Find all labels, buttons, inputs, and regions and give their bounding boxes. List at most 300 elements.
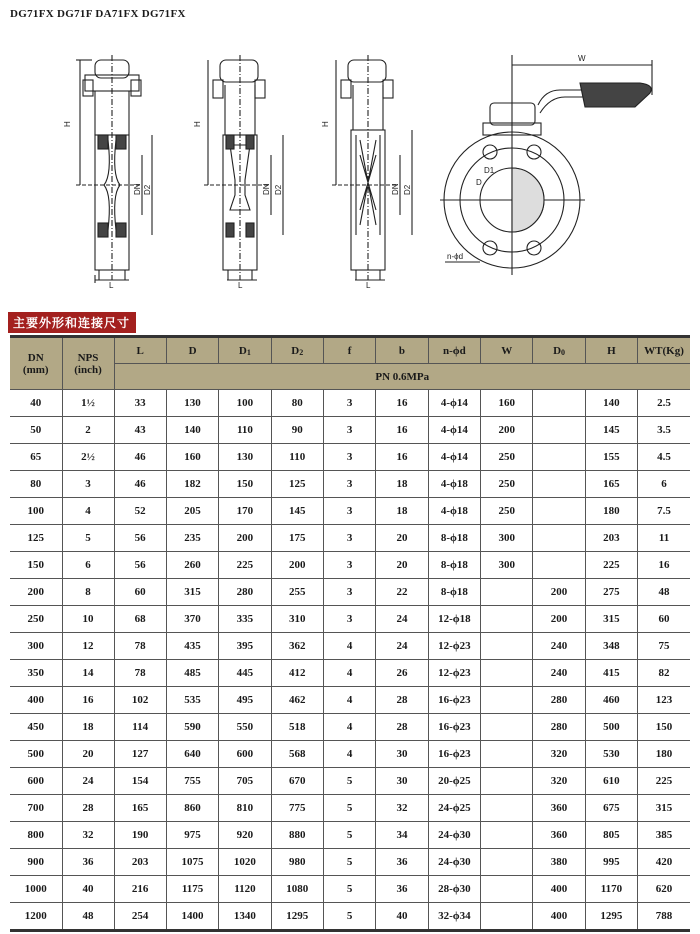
cell-b: 18 <box>376 498 428 525</box>
cell-d0: 400 <box>533 903 585 931</box>
cell-d: 140 <box>166 417 218 444</box>
cell-n-phi-d: 20-ϕ25 <box>428 768 480 795</box>
cell-l: 114 <box>114 714 166 741</box>
cell-w <box>481 660 533 687</box>
table-row <box>10 552 690 579</box>
cell-dn: 200 <box>10 579 62 606</box>
cell-nps: 4 <box>62 498 114 525</box>
dimensions-table <box>10 335 690 932</box>
cell-nps: 32 <box>62 822 114 849</box>
cell-d0: 360 <box>533 795 585 822</box>
cell-dn: 300 <box>10 633 62 660</box>
cell-h: 155 <box>585 444 637 471</box>
header-dn <box>10 337 62 390</box>
cell-h: 165 <box>585 471 637 498</box>
cell-d2: 775 <box>271 795 323 822</box>
cell-nps: 8 <box>62 579 114 606</box>
table-body <box>10 390 690 931</box>
cell-w <box>481 903 533 931</box>
cell-h: 500 <box>585 714 637 741</box>
header-col <box>166 337 218 364</box>
table-row <box>10 525 690 552</box>
cell-wt: 788 <box>638 903 690 931</box>
header-dn-unit: (mm) <box>22 363 49 376</box>
cell-w: 160 <box>481 390 533 417</box>
cell-d1: 1120 <box>219 876 271 903</box>
cell-d1: 550 <box>219 714 271 741</box>
cell-d1: 395 <box>219 633 271 660</box>
cell-d1: 705 <box>219 768 271 795</box>
cell-d: 315 <box>166 579 218 606</box>
cell-n-phi-d: 4-ϕ18 <box>428 471 480 498</box>
label-l-1: L <box>109 281 114 290</box>
cell-dn: 350 <box>10 660 62 687</box>
cell-b: 28 <box>376 687 428 714</box>
cell-d2: 175 <box>271 525 323 552</box>
table-row <box>10 741 690 768</box>
table-header-row <box>10 337 690 364</box>
cell-h: 805 <box>585 822 637 849</box>
cell-d2: 1295 <box>271 903 323 931</box>
cell-d: 435 <box>166 633 218 660</box>
cell-w: 300 <box>481 525 533 552</box>
table-row <box>10 633 690 660</box>
cell-l: 102 <box>114 687 166 714</box>
cell-l: 78 <box>114 633 166 660</box>
cell-nps: 16 <box>62 687 114 714</box>
table-row <box>10 390 690 417</box>
cell-d2: 200 <box>271 552 323 579</box>
cell-f: 4 <box>323 714 375 741</box>
cell-n-phi-d: 12-ϕ23 <box>428 660 480 687</box>
cell-n-phi-d: 8-ϕ18 <box>428 579 480 606</box>
cell-b: 32 <box>376 795 428 822</box>
cell-nps: 5 <box>62 525 114 552</box>
cell-l: 190 <box>114 822 166 849</box>
cell-d0 <box>533 417 585 444</box>
table-row <box>10 849 690 876</box>
cell-dn: 150 <box>10 552 62 579</box>
table-row <box>10 579 690 606</box>
table-row <box>10 687 690 714</box>
cell-l: 203 <box>114 849 166 876</box>
cell-f: 3 <box>323 417 375 444</box>
cell-wt: 2.5 <box>638 390 690 417</box>
cell-dn: 600 <box>10 768 62 795</box>
cell-dn: 100 <box>10 498 62 525</box>
cell-nps: 14 <box>62 660 114 687</box>
header-col-label: D <box>291 344 300 357</box>
cell-h: 1170 <box>585 876 637 903</box>
cell-nps: 6 <box>62 552 114 579</box>
header-col-label: D <box>188 344 197 357</box>
cell-f: 5 <box>323 795 375 822</box>
cell-b: 26 <box>376 660 428 687</box>
table-row <box>10 606 690 633</box>
header-nps <box>62 337 114 390</box>
table-row <box>10 714 690 741</box>
label-w: W <box>578 54 586 63</box>
cell-d: 205 <box>166 498 218 525</box>
header-col-label: f <box>347 344 352 357</box>
cell-h: 460 <box>585 687 637 714</box>
header-col <box>533 337 585 364</box>
cell-d: 755 <box>166 768 218 795</box>
cell-d1: 150 <box>219 471 271 498</box>
cell-dn: 80 <box>10 471 62 498</box>
cell-n-phi-d: 8-ϕ18 <box>428 525 480 552</box>
cell-d2: 125 <box>271 471 323 498</box>
label-d2-1: D2 <box>143 184 152 195</box>
cell-h: 140 <box>585 390 637 417</box>
cell-w <box>481 687 533 714</box>
valve-side-view-3 <box>332 55 412 280</box>
cell-b: 18 <box>376 471 428 498</box>
cell-nps: 12 <box>62 633 114 660</box>
cell-d: 590 <box>166 714 218 741</box>
cell-wt: 3.5 <box>638 417 690 444</box>
cell-l: 60 <box>114 579 166 606</box>
cell-d0 <box>533 390 585 417</box>
cell-f: 4 <box>323 633 375 660</box>
cell-dn: 65 <box>10 444 62 471</box>
header-col <box>271 337 323 364</box>
cell-d1: 170 <box>219 498 271 525</box>
header-col <box>638 337 690 364</box>
cell-b: 24 <box>376 606 428 633</box>
cell-d1: 600 <box>219 741 271 768</box>
header-col <box>114 337 166 364</box>
cell-n-phi-d: 24-ϕ25 <box>428 795 480 822</box>
cell-n-phi-d: 16-ϕ23 <box>428 687 480 714</box>
cell-dn: 500 <box>10 741 62 768</box>
cell-d: 160 <box>166 444 218 471</box>
cell-nps: 36 <box>62 849 114 876</box>
cell-d1: 130 <box>219 444 271 471</box>
cell-h: 315 <box>585 606 637 633</box>
header-nps-unit: (inch) <box>74 363 102 376</box>
cell-l: 46 <box>114 471 166 498</box>
cell-w <box>481 714 533 741</box>
cell-l: 56 <box>114 525 166 552</box>
cell-n-phi-d: 24-ϕ30 <box>428 849 480 876</box>
cell-d: 485 <box>166 660 218 687</box>
cell-l: 154 <box>114 768 166 795</box>
cell-d: 535 <box>166 687 218 714</box>
cell-n-phi-d: 16-ϕ23 <box>428 741 480 768</box>
header-col-label: L <box>136 344 144 357</box>
cell-d2: 980 <box>271 849 323 876</box>
cell-wt: 123 <box>638 687 690 714</box>
cell-d0: 320 <box>533 741 585 768</box>
cell-d: 370 <box>166 606 218 633</box>
cell-wt: 6 <box>638 471 690 498</box>
label-l-3: L <box>366 281 371 290</box>
cell-n-phi-d: 24-ϕ30 <box>428 822 480 849</box>
label-dn-1: DN <box>133 183 142 195</box>
cell-h: 348 <box>585 633 637 660</box>
cell-n-phi-d: 4-ϕ14 <box>428 417 480 444</box>
cell-f: 5 <box>323 876 375 903</box>
cell-w: 250 <box>481 498 533 525</box>
cell-wt: 4.5 <box>638 444 690 471</box>
label-h-2: H <box>193 121 202 127</box>
table-row <box>10 498 690 525</box>
cell-b: 16 <box>376 444 428 471</box>
cell-l: 68 <box>114 606 166 633</box>
cell-d: 975 <box>166 822 218 849</box>
cell-wt: 150 <box>638 714 690 741</box>
cell-d: 1400 <box>166 903 218 931</box>
cell-dn: 50 <box>10 417 62 444</box>
header-col-label: b <box>398 344 406 357</box>
cell-f: 3 <box>323 471 375 498</box>
cell-l: 43 <box>114 417 166 444</box>
cell-b: 16 <box>376 390 428 417</box>
cell-w <box>481 741 533 768</box>
cell-n-phi-d: 4-ϕ18 <box>428 498 480 525</box>
cell-n-phi-d: 16-ϕ23 <box>428 714 480 741</box>
cell-d2: 110 <box>271 444 323 471</box>
cell-d0 <box>533 552 585 579</box>
cell-d0: 280 <box>533 687 585 714</box>
cell-d0: 400 <box>533 876 585 903</box>
cell-b: 20 <box>376 525 428 552</box>
cell-d0: 320 <box>533 768 585 795</box>
cell-nps: 10 <box>62 606 114 633</box>
cell-dn: 900 <box>10 849 62 876</box>
header-nps-label: NPS <box>77 351 99 364</box>
cell-dn: 800 <box>10 822 62 849</box>
table-row <box>10 822 690 849</box>
cell-w <box>481 849 533 876</box>
header-col-label: WT(Kg) <box>644 344 684 357</box>
cell-d1: 495 <box>219 687 271 714</box>
header-col-subscript: 1 <box>246 347 251 357</box>
cell-d2: 1080 <box>271 876 323 903</box>
cell-w <box>481 633 533 660</box>
cell-d1: 1340 <box>219 903 271 931</box>
cell-w <box>481 876 533 903</box>
cell-nps: 3 <box>62 471 114 498</box>
table-row <box>10 417 690 444</box>
cell-nps: 2 <box>62 417 114 444</box>
cell-l: 254 <box>114 903 166 931</box>
header-col <box>585 337 637 364</box>
cell-d1: 445 <box>219 660 271 687</box>
header-col <box>428 337 480 364</box>
cell-h: 225 <box>585 552 637 579</box>
table-row <box>10 768 690 795</box>
cell-b: 36 <box>376 876 428 903</box>
header-col <box>323 337 375 364</box>
cell-wt: 7.5 <box>638 498 690 525</box>
cell-l: 127 <box>114 741 166 768</box>
cell-dn: 1200 <box>10 903 62 931</box>
cell-wt: 48 <box>638 579 690 606</box>
cell-h: 180 <box>585 498 637 525</box>
cell-b: 40 <box>376 903 428 931</box>
cell-w <box>481 579 533 606</box>
table-row <box>10 903 690 931</box>
cell-d0: 360 <box>533 822 585 849</box>
cell-l: 165 <box>114 795 166 822</box>
cell-wt: 82 <box>638 660 690 687</box>
cell-h: 675 <box>585 795 637 822</box>
cell-f: 3 <box>323 498 375 525</box>
cell-f: 3 <box>323 579 375 606</box>
cell-d1: 920 <box>219 822 271 849</box>
cell-f: 3 <box>323 552 375 579</box>
cell-d2: 255 <box>271 579 323 606</box>
label-l-2: L <box>238 281 243 290</box>
cell-d2: 362 <box>271 633 323 660</box>
cell-wt: 225 <box>638 768 690 795</box>
cell-n-phi-d: 12-ϕ23 <box>428 633 480 660</box>
cell-d: 260 <box>166 552 218 579</box>
table-row <box>10 876 690 903</box>
model-numbers: DG71FX DG71F DA71FX DG71FX <box>10 8 186 20</box>
cell-wt: 180 <box>638 741 690 768</box>
cell-d: 1175 <box>166 876 218 903</box>
header-col <box>219 337 271 364</box>
cell-d0: 200 <box>533 606 585 633</box>
table-row <box>10 444 690 471</box>
cell-d0 <box>533 444 585 471</box>
cell-l: 216 <box>114 876 166 903</box>
cell-h: 275 <box>585 579 637 606</box>
cell-wt: 385 <box>638 822 690 849</box>
valve-side-view-1 <box>76 55 152 283</box>
cell-d0: 240 <box>533 633 585 660</box>
cell-h: 203 <box>585 525 637 552</box>
cell-w: 250 <box>481 444 533 471</box>
header-dn-label: DN <box>27 351 44 364</box>
table-row <box>10 660 690 687</box>
cell-w <box>481 822 533 849</box>
cell-f: 5 <box>323 903 375 931</box>
cell-nps: 48 <box>62 903 114 931</box>
cell-d1: 110 <box>219 417 271 444</box>
cell-d1: 335 <box>219 606 271 633</box>
valve-front-view <box>440 55 652 275</box>
header-col-subscript: 2 <box>299 347 304 357</box>
cell-wt: 60 <box>638 606 690 633</box>
cell-d2: 462 <box>271 687 323 714</box>
cell-b: 30 <box>376 741 428 768</box>
cell-d0: 240 <box>533 660 585 687</box>
label-dn-3: DN <box>391 183 400 195</box>
cell-w <box>481 795 533 822</box>
cell-dn: 1000 <box>10 876 62 903</box>
header-col <box>376 337 428 364</box>
cell-f: 4 <box>323 741 375 768</box>
cell-w: 250 <box>481 471 533 498</box>
cell-b: 30 <box>376 768 428 795</box>
cell-f: 5 <box>323 849 375 876</box>
cell-b: 24 <box>376 633 428 660</box>
cell-f: 5 <box>323 822 375 849</box>
cell-d: 640 <box>166 741 218 768</box>
cell-b: 22 <box>376 579 428 606</box>
cell-dn: 700 <box>10 795 62 822</box>
cell-nps: 20 <box>62 741 114 768</box>
cell-f: 5 <box>323 768 375 795</box>
cell-h: 145 <box>585 417 637 444</box>
cell-w: 200 <box>481 417 533 444</box>
cell-d0 <box>533 498 585 525</box>
cell-f: 3 <box>323 606 375 633</box>
cell-b: 28 <box>376 714 428 741</box>
cell-w <box>481 606 533 633</box>
header-col-label: W <box>501 344 513 357</box>
cell-wt: 315 <box>638 795 690 822</box>
cell-nps: 18 <box>62 714 114 741</box>
cell-d: 860 <box>166 795 218 822</box>
cell-w <box>481 768 533 795</box>
cell-b: 20 <box>376 552 428 579</box>
cell-d2: 80 <box>271 390 323 417</box>
cell-d1: 100 <box>219 390 271 417</box>
cell-n-phi-d: 12-ϕ18 <box>428 606 480 633</box>
cell-nps: 28 <box>62 795 114 822</box>
cell-dn: 250 <box>10 606 62 633</box>
label-d: D <box>476 178 482 187</box>
cell-n-phi-d: 4-ϕ14 <box>428 444 480 471</box>
cell-d2: 90 <box>271 417 323 444</box>
cell-d1: 225 <box>219 552 271 579</box>
cell-d0: 380 <box>533 849 585 876</box>
cell-nps: 40 <box>62 876 114 903</box>
cell-d2: 412 <box>271 660 323 687</box>
cell-nps: 2½ <box>62 444 114 471</box>
cell-d2: 568 <box>271 741 323 768</box>
cell-d2: 310 <box>271 606 323 633</box>
cell-dn: 125 <box>10 525 62 552</box>
label-d1: D1 <box>484 166 495 175</box>
cell-h: 610 <box>585 768 637 795</box>
cell-f: 4 <box>323 687 375 714</box>
label-h-3: H <box>321 121 330 127</box>
cell-d: 182 <box>166 471 218 498</box>
cell-dn: 400 <box>10 687 62 714</box>
header-col-label: H <box>607 344 616 357</box>
cell-nps: 24 <box>62 768 114 795</box>
label-d2-3: D2 <box>403 184 412 195</box>
cell-wt: 75 <box>638 633 690 660</box>
cell-dn: 450 <box>10 714 62 741</box>
cell-f: 3 <box>323 525 375 552</box>
cell-n-phi-d: 32-ϕ34 <box>428 903 480 931</box>
cell-h: 415 <box>585 660 637 687</box>
header-col-label: D <box>238 344 247 357</box>
cell-d1: 200 <box>219 525 271 552</box>
label-h-1: H <box>63 121 72 127</box>
cell-wt: 420 <box>638 849 690 876</box>
pressure-rating: PN 0.6MPa <box>114 364 690 390</box>
valve-side-view-2 <box>204 55 283 280</box>
cell-d2: 880 <box>271 822 323 849</box>
cell-d2: 670 <box>271 768 323 795</box>
cell-h: 530 <box>585 741 637 768</box>
cell-l: 78 <box>114 660 166 687</box>
cell-f: 4 <box>323 660 375 687</box>
header-col-label: n-ϕd <box>442 344 466 357</box>
cell-d: 1075 <box>166 849 218 876</box>
cell-d: 130 <box>166 390 218 417</box>
label-d2-2: D2 <box>274 184 283 195</box>
cell-h: 1295 <box>585 903 637 931</box>
